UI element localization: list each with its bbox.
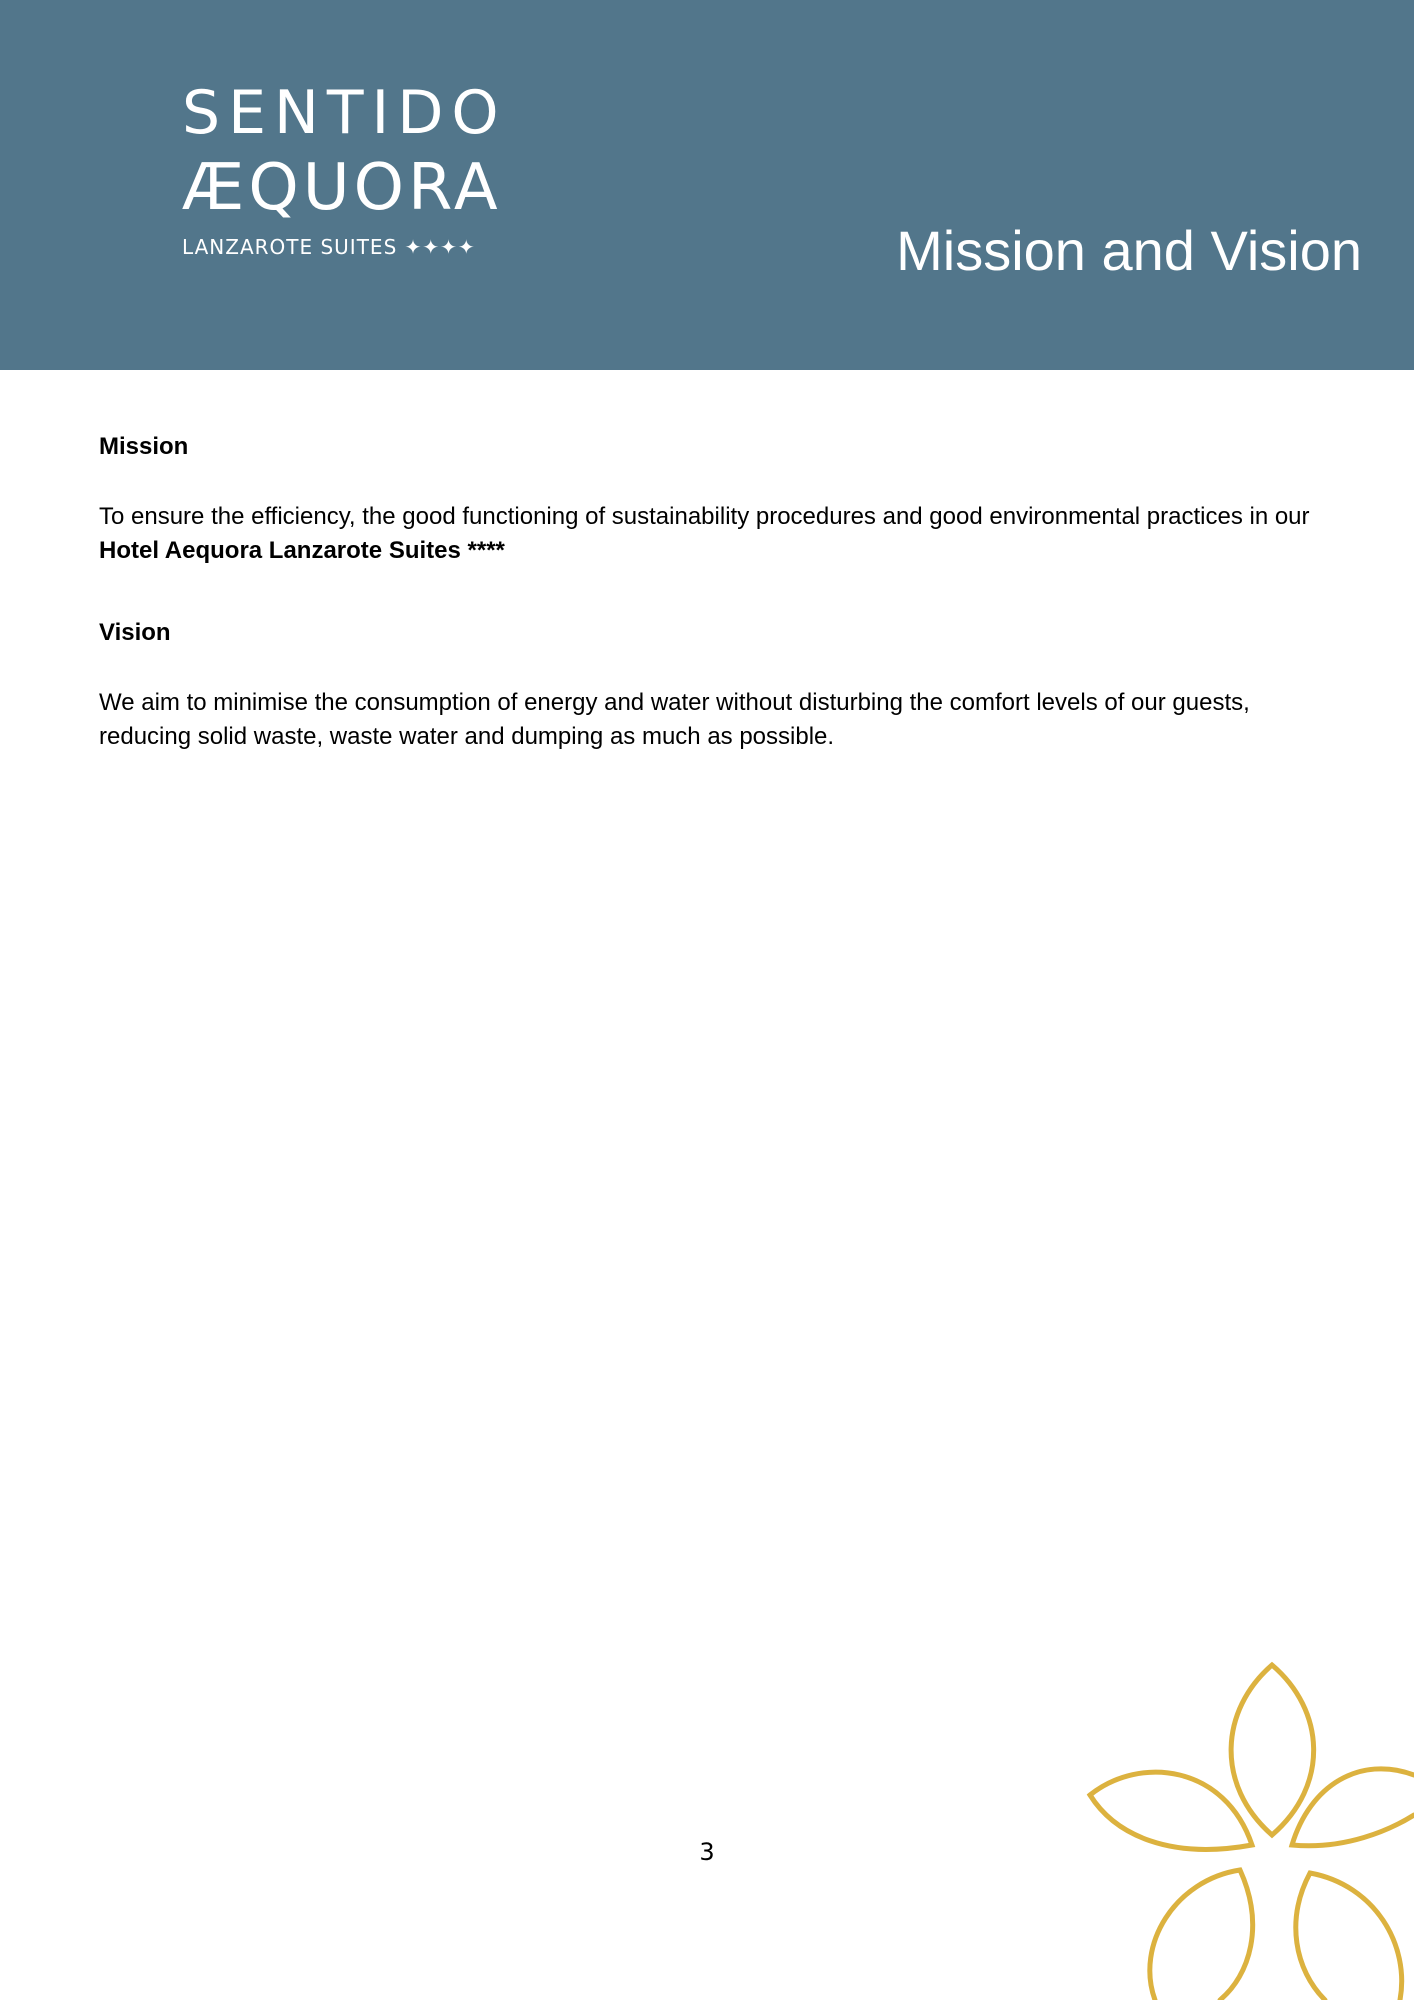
page-number: 3 bbox=[699, 1838, 715, 1866]
header-band bbox=[0, 0, 1414, 370]
hotel-logo bbox=[182, 80, 522, 260]
logo-subtitle-line: LANZAROTE SUITES ✦✦✦✦ bbox=[182, 235, 476, 259]
logo-brand-line: SENTIDO bbox=[182, 78, 507, 148]
hotel-name: Hotel Aequora Lanzarote Suites **** bbox=[99, 537, 505, 564]
page-title: Mission and Vision bbox=[896, 219, 1362, 282]
mission-paragraph bbox=[99, 500, 1319, 568]
vision-heading: Vision bbox=[99, 619, 171, 646]
flower-icon bbox=[1080, 1655, 1414, 2000]
main-content bbox=[99, 430, 1319, 754]
vision-paragraph: We aim to minimise the consumption of energy and water without disturbing the comfort levels of our guests, reducing solid waste, waste water and dumping as much as possible. bbox=[99, 689, 1250, 750]
mission-text: To ensure the efficiency, the good functioning of sustainability procedures and good environmental practices in our bbox=[99, 503, 1310, 530]
mission-heading: Mission bbox=[99, 433, 189, 460]
logo-name-line: ÆQUORA bbox=[182, 151, 502, 225]
